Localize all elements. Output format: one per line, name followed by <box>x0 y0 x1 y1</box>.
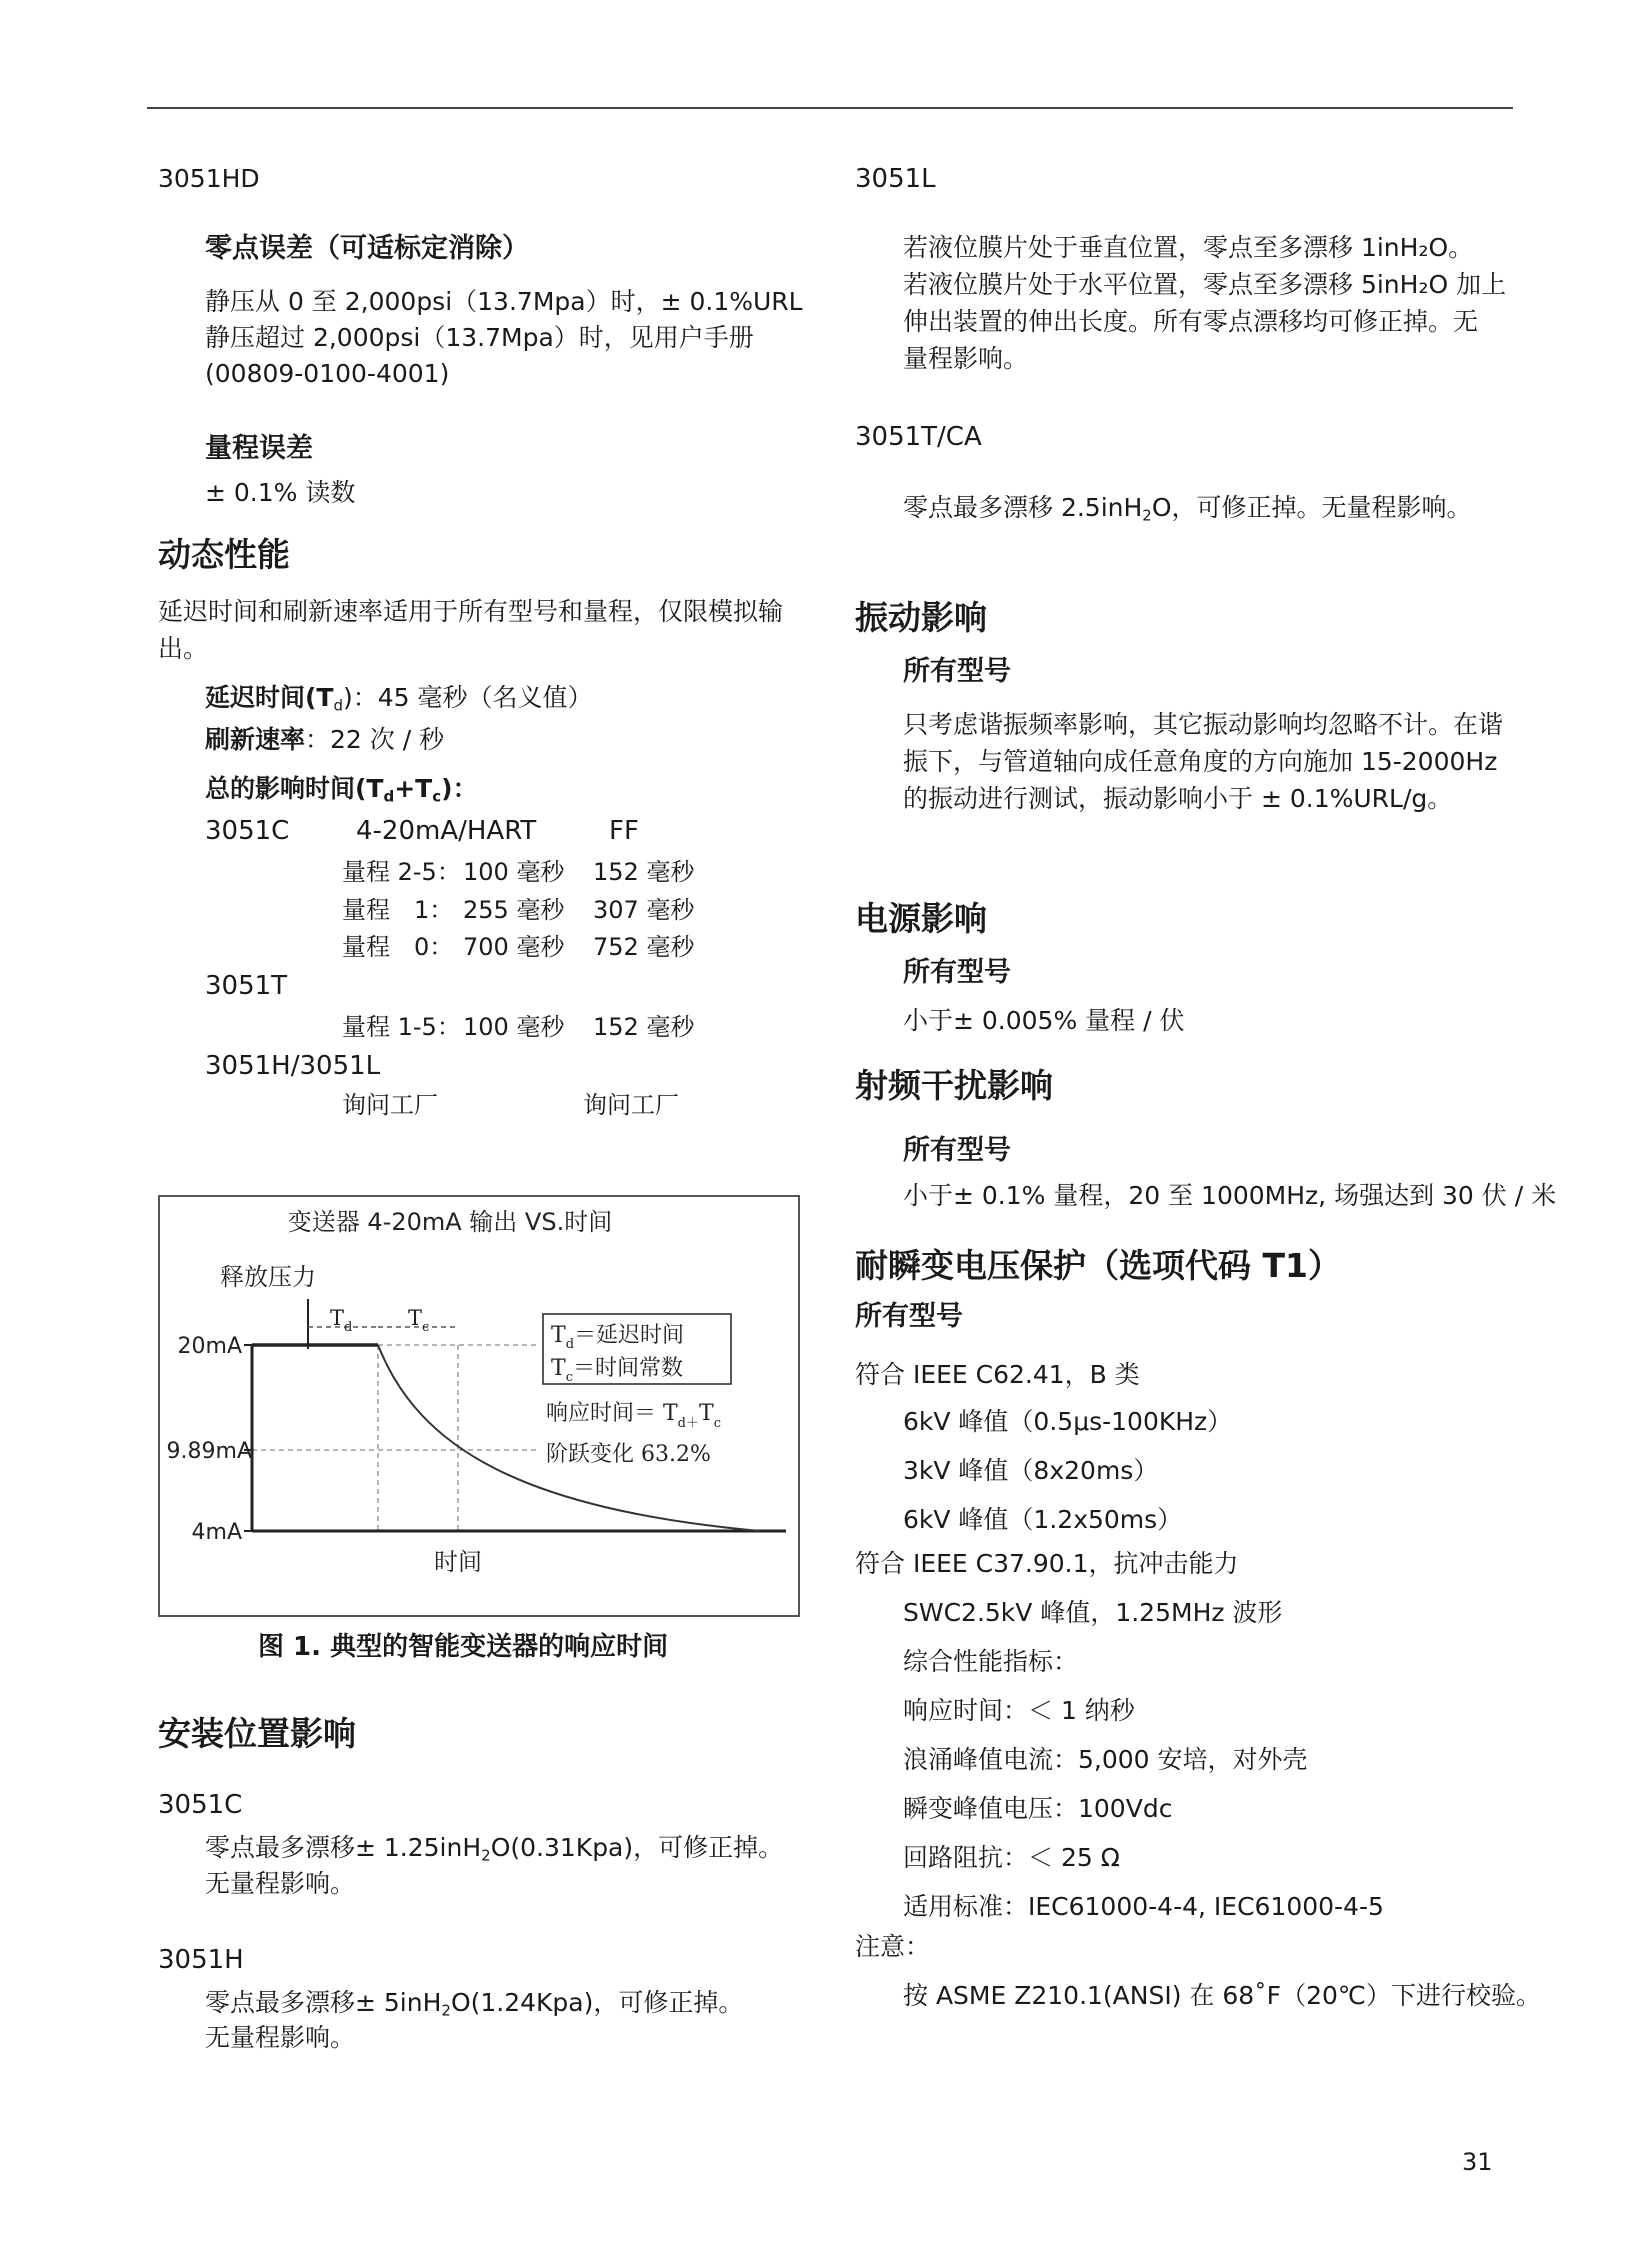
model-3051t: 3051T <box>205 971 288 1001</box>
y-label-989ma: 9.89mA <box>166 1439 252 1464</box>
c62-item-2: 3kV 峰值（8x20ms） <box>903 1456 1159 1485</box>
mount-h-b: O(1.24Kpa)，可修正掉。 <box>450 1988 744 2017</box>
c-row-1-hart: 100 毫秒 <box>463 858 565 886</box>
refresh-value: ：22 次 / 秒 <box>305 725 445 754</box>
t-row-hart: 100 毫秒 <box>463 1013 565 1041</box>
section-title-3051hd: 3051HD <box>158 164 260 193</box>
tc-label-sub: c <box>422 1320 430 1335</box>
t-row-range: 量程 1-5： <box>342 1013 461 1041</box>
response-sub-d: d＋ <box>677 1416 699 1431</box>
mount-c-sub: 2 <box>481 1846 491 1865</box>
y-label-20ma: 20mA <box>177 1334 242 1359</box>
response-time-formula <box>546 1401 721 1431</box>
rf-subhead: 所有型号 <box>903 1135 1011 1166</box>
t-row-ff: 152 毫秒 <box>593 1013 695 1041</box>
response-figure <box>158 1195 800 1617</box>
c62-item-3: 6kV 峰值（1.2x50ms） <box>903 1505 1183 1534</box>
rf-text: 小于± 0.1% 量程，20 至 1000MHz, 场强达到 30 伏 / 米 <box>903 1181 1557 1210</box>
mount-c-b: O(0.31Kpa)，可修正掉。 <box>490 1833 784 1862</box>
total-label-a: 总的影响时间(T <box>205 774 384 803</box>
transient-heading: 耐瞬变电压保护（选项代码 T1） <box>855 1246 1341 1285</box>
span-error-heading: 量程误差 <box>205 433 313 464</box>
c37-item-3: 响应时间：＜ 1 纳秒 <box>903 1696 1135 1725</box>
x-label-time: 时间 <box>434 1548 482 1576</box>
mount-h-sub: 2 <box>441 2001 451 2020</box>
mount-3051h-line-2: 无量程影响。 <box>205 2023 356 2052</box>
l-line-1: 若液位膜片处于垂直位置，零点至多漂移 1inH₂O。 <box>903 233 1474 262</box>
dynamic-heading: 动态性能 <box>158 535 290 574</box>
mount-3051c-line-1 <box>205 1832 783 1864</box>
power-text: 小于± 0.005% 量程 / 伏 <box>903 1006 1185 1035</box>
col-ff-header: FF <box>609 816 639 846</box>
tca-b: O，可修正掉。无量程影响。 <box>1151 493 1472 522</box>
header-rule <box>147 107 1513 109</box>
section-title-3051l: 3051L <box>855 164 936 194</box>
mount-c-a: 零点最多漂移± 1.25inH <box>205 1833 482 1862</box>
td-label-main: T <box>330 1306 345 1330</box>
response-figure-svg <box>160 1197 802 1619</box>
l-line-2: 若液位膜片处于水平位置，零点至多漂移 5inH₂O 加上 <box>903 270 1507 299</box>
c37-item-4: 浪涌峰值电流：5,000 安培，对外壳 <box>903 1745 1308 1774</box>
vibration-subhead: 所有型号 <box>903 656 1011 687</box>
tca-a: 零点最多漂移 2.5inH <box>903 493 1143 522</box>
c-row-2-hart: 255 毫秒 <box>463 896 565 924</box>
total-sub-c: c <box>432 787 442 806</box>
c37-item-6: 回路阻抗：＜ 25 Ω <box>903 1843 1120 1872</box>
tc-label <box>408 1306 429 1335</box>
total-sub-d: d <box>383 787 395 806</box>
power-subhead: 所有型号 <box>903 957 1011 988</box>
c-row-3-hart: 700 毫秒 <box>463 933 565 961</box>
c37-item-7: 适用标准：IEC61000-4-4, IEC61000-4-5 <box>903 1892 1384 1921</box>
td-label <box>330 1306 352 1335</box>
hl-hart: 询问工厂 <box>342 1091 438 1119</box>
note-text: 按 ASME Z210.1(ANSI) 在 68˚F（20℃）下进行校验。 <box>903 1981 1541 2010</box>
refresh-label: 刷新速率 <box>205 725 306 754</box>
delay-time <box>205 682 593 714</box>
c-row-3-range: 量程 0： <box>342 933 454 961</box>
legend-td-text: ＝延迟时间 <box>574 1323 685 1348</box>
model-3051h-3051l: 3051H/3051L <box>205 1051 381 1081</box>
ieee-c37-line: 符合 IEEE C37.90.1，抗冲击能力 <box>855 1549 1239 1578</box>
note-label: 注意： <box>855 1932 931 1961</box>
figure-title: 变送器 4-20mA 输出 VS.时间 <box>287 1208 613 1236</box>
mount-3051c-title: 3051C <box>158 1790 243 1820</box>
response-b: T <box>699 1401 714 1426</box>
refresh-rate <box>205 724 444 756</box>
l-line-3: 伸出装置的伸出长度。所有零点漂移均可修正掉。无 <box>903 307 1479 336</box>
delay-value: )：45 毫秒（名义值） <box>343 683 593 712</box>
zero-error-line-2: 静压超过 2,000psi（13.7Mpa）时，见用户手册 <box>205 323 754 352</box>
zero-error-line-1: 静压从 0 至 2,000psi（13.7Mpa）时，± 0.1%URL <box>205 287 803 316</box>
release-pressure-label: 释放压力 <box>220 1263 316 1291</box>
tca-sub: 2 <box>1142 506 1152 525</box>
c-row-3-ff: 752 毫秒 <box>593 933 695 961</box>
c62-item-1: 6kV 峰值（0.5μs-100KHz） <box>903 1407 1233 1436</box>
zero-error-heading: 零点误差（可适标定消除） <box>205 233 529 264</box>
l-line-4: 量程影响。 <box>903 344 1029 373</box>
total-plus: +T <box>394 774 433 803</box>
hl-ff: 询问工厂 <box>583 1091 679 1119</box>
legend-tc: $T_c=$时间常数 <box>551 1356 683 1385</box>
c37-item-1: SWC2.5kV 峰值，1.25MHz 波形 <box>903 1598 1283 1627</box>
power-heading: 电源影响 <box>855 899 987 938</box>
figure-caption: 图 1. 典型的智能变送器的响应时间 <box>258 1632 669 1662</box>
vibration-heading: 振动影响 <box>855 598 987 637</box>
delay-label: 延迟时间(T <box>205 683 334 712</box>
page-number: 31 <box>1462 2148 1493 2176</box>
transient-subhead: 所有型号 <box>855 1301 963 1332</box>
td-label-sub: d <box>344 1320 353 1335</box>
span-error-text: ± 0.1% 读数 <box>205 478 356 507</box>
c37-item-5: 瞬变峰值电压：100Vdc <box>903 1794 1173 1823</box>
section-title-3051tca: 3051T/CA <box>855 422 982 452</box>
vibration-line-3: 的振动进行测试，振动影响小于 ± 0.1%URL/g。 <box>903 784 1453 813</box>
c-row-2-ff: 307 毫秒 <box>593 896 695 924</box>
response-sub-c: c <box>713 1416 721 1431</box>
legend-td: $T_d=$延迟时间 <box>551 1323 685 1352</box>
mount-3051h-title: 3051H <box>158 1945 244 1975</box>
mount-3051c-line-2: 无量程影响。 <box>205 1869 356 1898</box>
dynamic-intro: 延迟时间和刷新速率适用于所有型号和量程，仅限模拟输出。 <box>158 597 784 663</box>
total-label-b: )： <box>441 774 478 803</box>
tc-label-main: T <box>408 1306 423 1330</box>
mount-3051h-line-1 <box>205 1987 743 2019</box>
ieee-c62-line: 符合 IEEE C62.41，B 类 <box>855 1360 1140 1389</box>
vibration-line-2: 振下，与管道轴向成任意角度的方向施加 15-2000Hz <box>903 747 1498 776</box>
legend-tc-text: ＝时间常数 <box>572 1356 683 1381</box>
zero-error-line-3: (00809-0100-4001) <box>205 359 450 388</box>
y-label-4ma: 4mA <box>191 1520 242 1545</box>
mounting-heading: 安装位置影响 <box>158 1714 356 1753</box>
c37-item-2: 综合性能指标： <box>903 1647 1079 1676</box>
rf-heading: 射频干扰影响 <box>855 1066 1053 1105</box>
col-hart-header: 4-20mA/HART <box>356 816 537 846</box>
mount-h-a: 零点最多漂移± 5inH <box>205 1988 442 2017</box>
c-row-2-range: 量程 1： <box>342 896 454 924</box>
c-row-1-ff: 152 毫秒 <box>593 858 695 886</box>
vibration-line-1: 只考虑谐振频率影响，其它振动影响均忽略不计。在谐 <box>903 710 1504 739</box>
response-a: 响应时间＝ T <box>546 1401 678 1426</box>
model-3051c: 3051C <box>205 816 290 846</box>
delay-sub: d <box>333 696 344 715</box>
c-row-1-range: 量程 2-5： <box>342 858 461 886</box>
tca-text <box>903 492 1472 524</box>
step-change-label: 阶跃变化 63.2% <box>546 1442 711 1467</box>
total-response-label <box>205 773 478 805</box>
